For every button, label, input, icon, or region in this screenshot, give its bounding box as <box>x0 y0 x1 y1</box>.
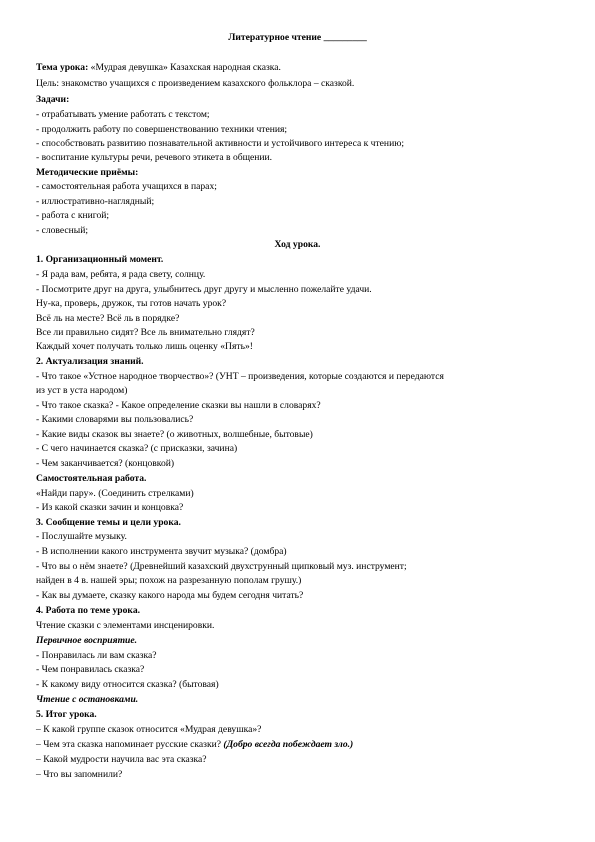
section-3-title: 3. Сообщение темы и цели урока. <box>36 517 181 528</box>
section-3-line: - Что вы о нём знаете? (Древнейший казахский двухструнный щипковый муз. инструмент; <box>36 561 407 572</box>
section-4-line: - Понравилась ли вам сказка? <box>36 650 157 661</box>
section-5-question: – Чем эта сказка напоминает русские сказки? <box>36 739 224 750</box>
section-1-line: Всё ль на месте? Всё ль в порядке? <box>36 313 180 324</box>
section-1-line: Все ли правильно сидят? Все ль внимательно глядят? <box>36 327 255 338</box>
section-5-line: – К какой группе сказок относится «Мудрая девушка»? <box>36 724 262 735</box>
section-2-line: - Чем заканчивается? (концовкой) <box>36 458 175 469</box>
section-3-line: - В исполнении какого инструмента звучит музыка? (домбра) <box>36 546 287 557</box>
section-4-intro: Чтение сказки с элементами инсценировки. <box>36 620 215 631</box>
tasks-title: Задачи: <box>36 94 70 105</box>
section-5-title: 5. Итог урока. <box>36 709 97 720</box>
method-item: - работа с книгой; <box>36 210 110 221</box>
section-2-title: 2. Актуализация знаний. <box>36 356 144 367</box>
independent-work-title: Самостоятельная работа. <box>36 473 147 484</box>
section-4-line: - К какому виду относится сказка? (бытовая) <box>36 679 219 690</box>
task-item: - воспитание культуры речи, речевого этикета в общении. <box>36 152 273 163</box>
task-item: - продолжить работу по совершенствованию техники чтения; <box>36 124 288 135</box>
reading-with-stops-heading: Чтение с остановками. <box>36 694 139 705</box>
section-2-line: - Какие виды сказок вы знаете? (о животных, волшебные, бытовые) <box>36 429 313 440</box>
section-1-line: Ну-ка, проверь, дружок, ты готов начать урок? <box>36 298 227 309</box>
task-item: - способствовать развитию познавательной активности и устойчивого интереса к чтению; <box>36 138 405 149</box>
section-1-line: - Посмотрите друг на друга, улыбнитесь друг другу и мысленно пожелайте удачи. <box>36 284 372 295</box>
section-2-line: - Что такое сказка? - Какое определение сказки вы нашли в словарях? <box>36 400 321 411</box>
method-item: - иллюстративно-наглядный; <box>36 196 155 207</box>
method-item: - словесный; <box>36 225 89 236</box>
section-5-line <box>36 739 353 751</box>
section-2-line: - Какими словарями вы пользовались? <box>36 414 194 425</box>
section-5-answer: (Добро всегда побеждает зло.) <box>223 739 354 750</box>
course-title: Ход урока. <box>274 239 321 250</box>
document-header: Литературное чтение _________ <box>228 32 367 43</box>
section-2-line: из уст в уста народом) <box>36 385 128 396</box>
section-3-line: - Как вы думаете, сказку какого народа мы будем сегодня читать? <box>36 590 304 601</box>
topic-label: Тема урока: <box>36 62 89 73</box>
methods-title: Методические приёмы: <box>36 167 139 178</box>
independent-work-line: «Найди пару». (Соединить стрелками) <box>36 488 194 499</box>
section-3-line: - Послушайте музыку. <box>36 531 127 542</box>
section-5-line: – Что вы запомнили? <box>36 769 123 780</box>
primary-perception-heading: Первичное восприятие. <box>36 635 138 646</box>
section-2-line: - С чего начинается сказка? (с присказки, зачина) <box>36 443 238 454</box>
topic-text: «Мудрая девушка» Казахская народная сказка. <box>88 62 281 73</box>
section-5-line: – Какой мудрости научила вас эта сказка? <box>36 754 207 765</box>
section-2-line: - Что такое «Устное народное творчество»? (УНТ – произведения, которые создаются и передаются <box>36 371 444 382</box>
section-1-line: Каждый хочет получать только лишь оценку «Пять»! <box>36 341 253 352</box>
section-4-line: - Чем понравилась сказка? <box>36 664 145 675</box>
independent-work-line: - Из какой сказки зачин и концовка? <box>36 502 184 513</box>
section-1-title: 1. Организационный момент. <box>36 254 164 265</box>
section-4-title: 4. Работа по теме урока. <box>36 605 141 616</box>
task-item: - отрабатывать умение работать с текстом; <box>36 109 210 120</box>
lesson-topic <box>36 62 281 74</box>
section-3-line: найден в 4 в. нашей эры; похож на разрезанную пополам грушу.) <box>36 575 302 586</box>
lesson-goal: Цель: знакомство учащихся с произведением казахского фольклора – сказкой. <box>36 78 355 89</box>
method-item: - самостоятельная работа учащихся в парах; <box>36 181 217 192</box>
section-1-line: - Я рада вам, ребята, я рада свету, солнцу. <box>36 269 206 280</box>
